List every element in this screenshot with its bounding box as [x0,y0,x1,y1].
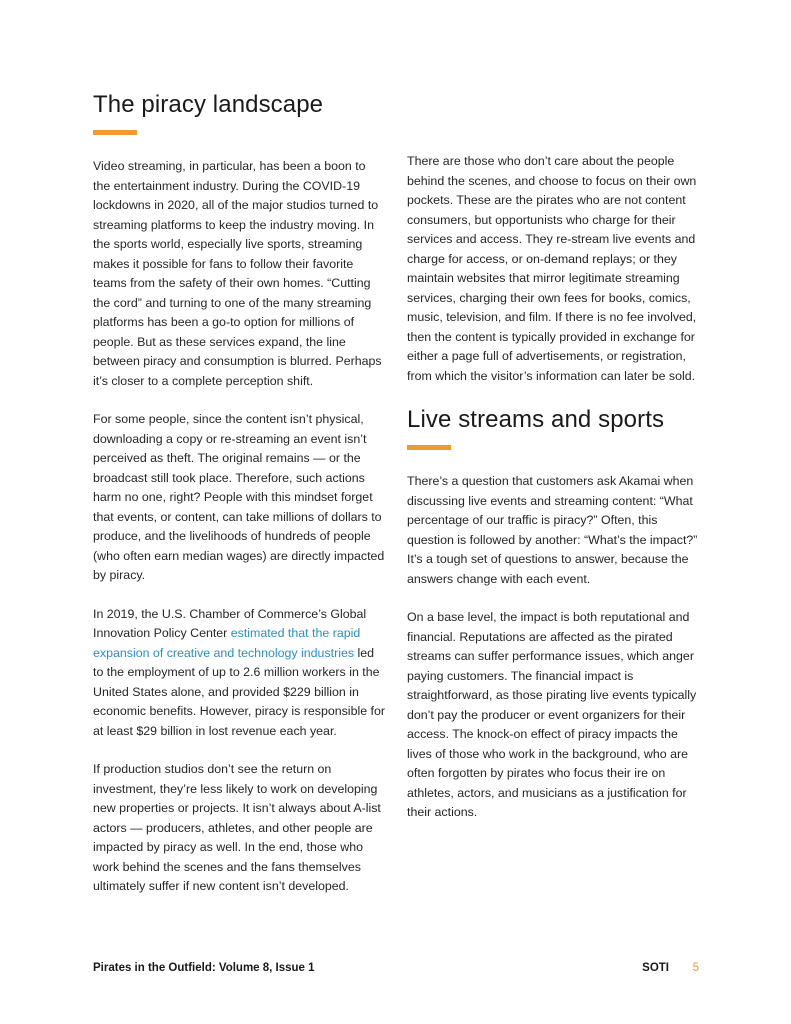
chamber-of-commerce-link[interactable]: estimated that the rapid expansion of creative and technology industries [93,626,361,660]
paragraph-with-link [93,605,385,742]
heading-accent-bar [407,445,451,450]
paragraph-text: In 2019, the U.S. Chamber of Commerce’s Global Innovation Policy Center [93,606,367,640]
paragraph: For some people, since the content isn’t physical, downloading a copy or re-streaming an event isn’t perceived as theft. The original remains — or the broadcast still took place. Therefore, such actions harm no one, right? People with this mindset forget that events, or content, can take millions of dollars to produce, and the livelihoods of hundreds of people (who often earn median wages) are directly impacted by piracy. [93,412,385,582]
paragraph-text: led to the employment of up to 2.6 million workers in the United States alone, and provided $229 billion in economic benefits. However, piracy is responsible for at least $29 billion in lost revenue each year. [93,645,386,738]
footer-brand: SOTI [642,962,669,974]
section-heading-live-streams: Live streams and sports [407,406,665,433]
heading-accent-bar [93,130,137,135]
section-heading-piracy-landscape: The piracy landscape [93,91,324,118]
page-number: 5 [692,962,699,974]
paragraph: There’s a question that customers ask Akamai when discussing live events and streaming content: “What percentage of our traffic is piracy?” Often, this question is followed by another: “What’s the impact?” It’s a tough set of questions to answer, because the answers change with each event. [407,474,698,586]
left-column [93,60,385,916]
paragraph: On a base level, the impact is both reputational and financial. Reputations are affected as the pirated streams can suffer performance issues, which anger paying customers. The financial impact is straightforward, as those pirating live events typically don’t pay the producer or event organizers for their access. The knock-on effect of piracy impacts the lives of those who work in the background, who are often forgotten by pirates who focus their ire on athletes, actors, and musicians as a justification for their actions. [407,610,697,819]
paragraph: Video streaming, in particular, has been a boon to the entertainment industry. During the COVID-19 lockdowns in 2020, all of the major studios turned to streaming platforms to keep the industry moving. In the sports world, especially live sports, streaming makes it possible for fans to follow their favorite teams from the safety of their own homes. “Cutting the cord” and turning to one of the many streaming platforms has been a go-to option for millions of people. But as these services expand, the line between piracy and consumption is blurred. Perhaps it’s closer to a complete perception shift. [93,159,382,388]
footer-document-title: Pirates in the Outfield: Volume 8, Issue 1 [93,962,315,974]
right-column [407,152,699,842]
paragraph: If production studios don’t see the return on investment, they’re less likely to work on developing new properties or projects. It isn’t always about A-list actors — producers, athletes, and other people are impacted by piracy as well. In the end, those who work behind the scenes and the fans themselves ultimately suffer if new content isn’t developed. [93,762,381,893]
paragraph: There are those who don’t care about the people behind the scenes, and choose to focus on their own pockets. These are the pirates who are not content consumers, but opportunists who charge for their services and access. They re-stream live events and charge for access, or on-demand replays; or they maintain websites that mirror legitimate streaming services, charging their own fees for books, comics, music, television, and film. If there is no fee involved, then the content is typically provided in exchange for either a page full of advertisements, or registration, from which the visitor’s information can later be sold. [407,154,697,383]
